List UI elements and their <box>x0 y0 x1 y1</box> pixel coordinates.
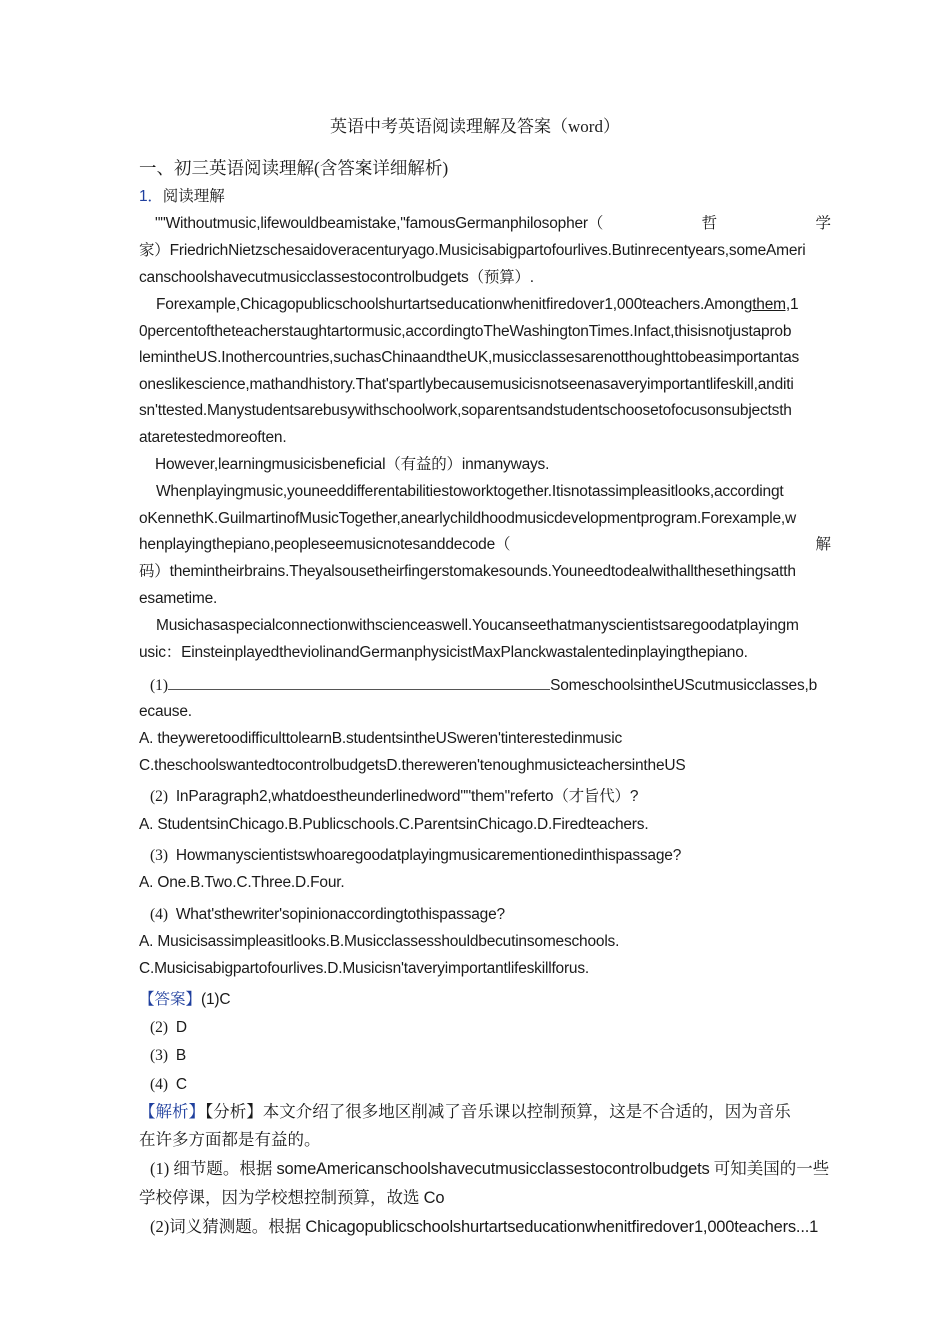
analysis-line: 在许多方面都是有益的。 <box>139 1130 321 1149</box>
passage-line: Forexample,Chicagopublicschoolshurtartseducationwhenitfiredover1,000teachers.Amongthem,1 <box>156 296 799 313</box>
passage-line: oneslikescience,mathandhistory.That'spartlybecausemusicisnotseenasaveryimportantlifeskill,anditi <box>139 376 794 393</box>
passage-line: henplayingthepiano,peopleseemusicnotesanddecode（ 解 <box>139 536 831 553</box>
passage-line: 0percentoftheteacherstaughtartormusic,accordingtoTheWashingtonTimes.Infact,thisisnotjustaprob <box>139 323 792 340</box>
question-header <box>139 187 831 207</box>
passage-line: esametime. <box>139 590 218 607</box>
passage-line: However,learningmusicisbeneficial（有益的）inmanyways. <box>155 456 550 473</box>
question-4-options: A. Musicisassimpleasitlooks.B.Musicclassesshouldbecutinsomeschools. <box>139 933 620 950</box>
passage-line: Whenplayingmusic,youneeddifferentabilitiestoworktogether.Itisnotassimpleasitlooks,accordingt <box>156 483 784 500</box>
question-4: (4) What'sthewriter'sopinionaccordingtothispassage? <box>150 906 505 923</box>
question-2-options: A. StudentsinChicago.B.Publicschools.C.ParentsinChicago.D.Firedteachers. <box>139 816 649 833</box>
question-1-options: C.theschoolswantedtocontrolbudgetsD.thereweren'tenoughmusicteachersintheUS <box>139 757 686 774</box>
passage-line: usic：EinsteinplayedtheviolinandGermanphysicistMaxPlanckwastalentedinplayingthepiano. <box>139 644 748 661</box>
passage-line: canschoolshavecutmusicclassestocontrolbudgets（预算）. <box>139 269 534 286</box>
passage-line: 家）FriedrichNietzschesaidoveracenturyago.Musicisabigpartofourlives.Butinrecentyears,someAmeri <box>139 242 806 259</box>
passage-line: 码）themintheirbrains.Theyalsousetheirfingerstomakesounds.Youneedtodealwithallthesethingsatth <box>139 563 796 580</box>
document-title: 英语中考英语阅读理解及答案（word） <box>330 117 620 136</box>
answer-line: (2) D <box>150 1019 187 1036</box>
underlined-word: them, <box>752 296 790 313</box>
answer-line: (3) B <box>150 1047 186 1064</box>
analysis-line: 【解析】【分析】本文介绍了很多地区削减了音乐课以控制预算，这是不合适的，因为音乐 <box>139 1102 791 1121</box>
passage-line: ataretestedmoreoften. <box>139 429 287 446</box>
question-2: (2) InParagraph2,whatdoestheunderlinedword""them"referto（才旨代）? <box>150 788 639 805</box>
answer-label: 【答案】 <box>139 991 202 1008</box>
answer-blank <box>168 675 550 690</box>
analysis-line: 学校停课，因为学校想控制预算，故选 Co <box>139 1188 445 1207</box>
question-3: (3) Howmanyscientistswhoaregoodatplayingmusicarementionedinthispassage? <box>150 847 682 864</box>
question-number: 1． <box>139 188 163 205</box>
passage-line: ""Withoutmusic,lifewouldbeamistake,"famousGermanphilosopher（ 哲 学 <box>155 215 831 232</box>
question-1-cont: ecause. <box>139 703 192 720</box>
passage-line: sn'ttested.Manystudentsarebusywithschoolwork,soparentsandstudentschoosetofocusonsubjectsth <box>139 402 792 419</box>
passage-line: Musichasaspecialconnectionwithscienceaswell.Youcanseethatmanyscientistsaregoodatplayingm <box>156 617 799 634</box>
analysis-line: (1) 细节题。根据 someAmericanschoolshavecutmusicclassestocontrolbudgets 可知美国的一些 <box>150 1159 830 1178</box>
question-1: (1) SomeschoolsintheUScutmusicclasses,b <box>150 677 818 694</box>
question-4-options: C.Musicisabigpartofourlives.D.Musicisn'taveryimportantlifeskillforus. <box>139 960 590 977</box>
passage-line: oKennethK.GuilmartinofMusicTogether,anearlychildhoodmusicdevelopmentprogram.Forexample,w <box>139 510 796 527</box>
analysis-line: (2)词义猜测题。根据 Chicagopublicschoolshurtartseducationwhenitfiredover1,000teachers...1 <box>150 1217 819 1236</box>
answer-line: (4) C <box>150 1076 187 1093</box>
question-3-options: A. One.B.Two.C.Three.D.Four. <box>139 874 345 891</box>
analysis-label: 【解析】 <box>139 1102 205 1121</box>
answer-line: 【答案】(1)C <box>139 991 231 1008</box>
passage-line: lemintheUS.Inothercountries,suchasChinaandtheUK,musicclassesarenotthoughttobeasimportantas <box>139 349 800 366</box>
question-label: 阅读理解 <box>162 188 225 205</box>
question-1-options: A. theyweretoodifficulttolearnB.studentsintheUSweren'tinterestedinmusic <box>139 730 623 747</box>
section-heading: 一、初三英语阅读理解(含答案详细解析) <box>139 158 449 178</box>
